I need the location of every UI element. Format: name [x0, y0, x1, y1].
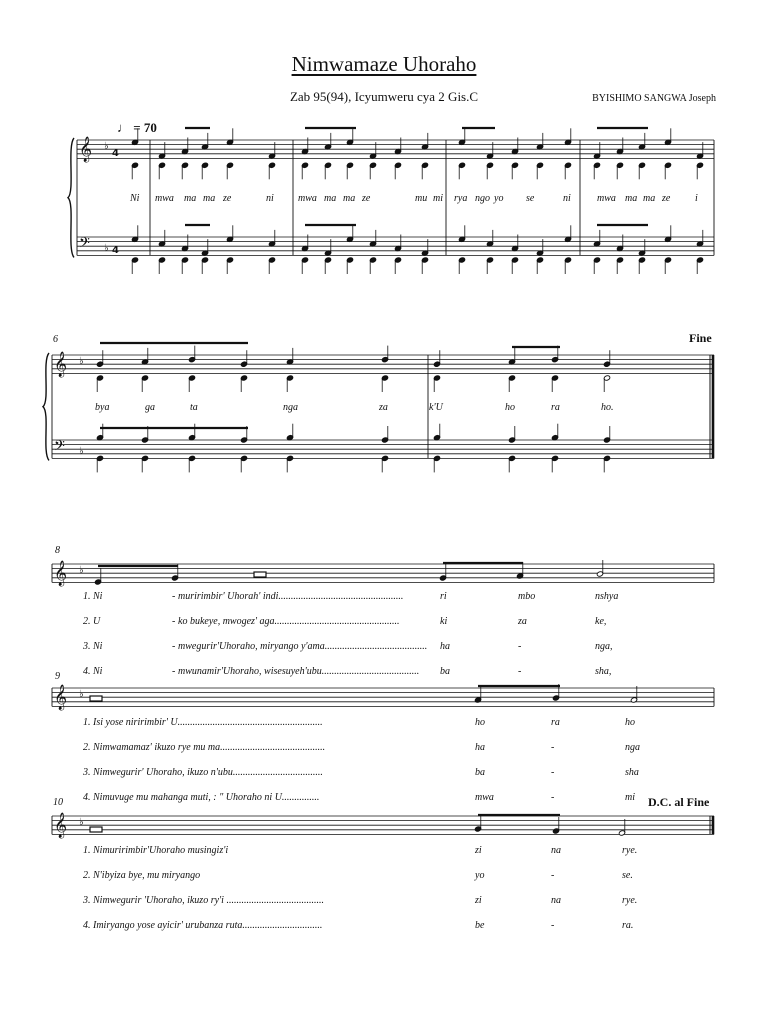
lyric-syllable: mu: [415, 193, 428, 204]
verse-syllable: -: [551, 920, 555, 931]
system-brace: [68, 138, 74, 257]
verse-syllable: yo: [475, 870, 485, 881]
dc-al-fine-mark: D.C. al Fine: [648, 795, 710, 809]
verse-line-start: 4. Nimuvuge mu mahanga muti, : " Uhoraho ni U...............: [83, 792, 320, 803]
verse-line-start: 2. Nimwamamaz' ikuzo rye mu ma..........................................: [83, 742, 326, 753]
verse-line-start: 2. U: [83, 616, 101, 627]
verse-syllable: mi: [625, 792, 635, 803]
lyric-syllable: ma: [184, 193, 197, 204]
breve-note: [90, 696, 102, 701]
system-brace: [43, 353, 49, 460]
time-signature: 4: [112, 148, 119, 159]
verse-syllable: ri: [440, 591, 447, 602]
composer-name: BYISHIMO SANGWA Joseph: [592, 93, 716, 104]
measure-number: 10: [53, 797, 63, 808]
lyric-syllable: ho.: [601, 402, 614, 413]
page-title: Nimwamaze Uhoraho: [291, 52, 477, 76]
verse-line-start: 1. Nimuririmbir'Uhoraho musingiz'i: [83, 845, 229, 856]
breve-note: [90, 827, 102, 832]
measure-number: 8: [55, 545, 60, 556]
verse-syllable: na: [551, 845, 561, 856]
lyric-syllable: ze: [662, 193, 671, 204]
lyric-syllable: mwa: [298, 193, 317, 204]
verse-line-start: 1. Isi yose niririmbir' U..........................................................: [83, 717, 323, 728]
verse-syllable: be: [475, 920, 485, 931]
verse-syllable: -: [551, 742, 555, 753]
lyric-syllable: ma: [324, 193, 337, 204]
lyric-syllable: se: [526, 193, 535, 204]
verse-syllable: za: [518, 616, 527, 627]
key-flat: ♭: [104, 141, 109, 153]
lyric-syllable: ma: [203, 193, 216, 204]
verse-syllable: nga: [625, 742, 640, 753]
lyric-syllable: za: [379, 402, 388, 413]
verse-syllable: zi: [475, 895, 482, 906]
verse-syllable: na: [551, 895, 561, 906]
page-subtitle: Zab 95(94), Icyumweru cya 2 Gis.C: [289, 89, 479, 104]
verse-syllable: ke,: [595, 616, 607, 627]
verse-syllable: ki: [440, 616, 448, 627]
lyric-syllable: mwa: [155, 193, 174, 204]
key-flat: ♭: [104, 242, 109, 254]
treble-clef: 𝄞: [79, 137, 93, 162]
lyric-syllable: mwa: [597, 193, 616, 204]
verse-syllable: ho: [475, 717, 485, 728]
key-flat: ♭: [79, 817, 84, 829]
verse-syllable: ha: [475, 742, 485, 753]
verse-syllable: -: [551, 870, 555, 881]
key-flat: ♭: [79, 356, 84, 368]
verse-syllable: -: [518, 666, 522, 677]
lyric-syllable: ma: [625, 193, 638, 204]
lyric-syllable: mi: [433, 193, 443, 204]
lyric-syllable: ma: [343, 193, 356, 204]
verse-line-text: mwegurir'Uhoraho, miryango y'ama.........................................: [178, 641, 428, 652]
lyric-syllable: Ni: [130, 193, 140, 204]
verse-syllable: nga,: [595, 641, 613, 652]
lyric-syllable: ze: [223, 193, 232, 204]
verse-line-start: 1. Ni: [83, 591, 103, 602]
verse-syllable: -: [518, 641, 522, 652]
measure-number: 9: [55, 671, 60, 682]
verse-line-start: 2. N'ibyiza bye, mu miryango: [83, 870, 201, 881]
bass-clef: 𝄢: [79, 235, 90, 255]
verse-line-start: 4. Ni: [83, 666, 103, 677]
verse-syllable: zi: [475, 845, 482, 856]
key-flat: ♭: [79, 445, 84, 457]
verse-syllable: sha: [625, 767, 639, 778]
verse-line-start: 3. Nimwegurir' Uhoraho, ikuzo n'ubu....................................: [83, 767, 323, 778]
verse-syllable: ra.: [622, 920, 634, 931]
verse-syllable: ba: [440, 666, 450, 677]
verse-syllable: ho: [625, 717, 635, 728]
verse-syllable: -: [551, 767, 555, 778]
verse-separator: -: [172, 641, 176, 652]
measure-number: 6: [53, 334, 58, 345]
lyric-syllable: ra: [551, 402, 560, 413]
lyric-syllable: ngo: [475, 193, 490, 204]
verse-line-start: 3. Ni: [83, 641, 103, 652]
lyric-syllable: k'U: [429, 402, 443, 413]
verse-syllable: mwa: [475, 792, 494, 803]
lyric-syllable: bya: [95, 402, 110, 413]
verse-line-start: 3. Nimwegurir 'Uhoraho, ikuzo ry'i .......................................: [83, 895, 324, 906]
time-signature: 4: [112, 245, 119, 256]
verse-line-text: muririmbir' Uhorah' indi..................................................: [178, 591, 404, 602]
treble-clef: 𝄞: [54, 813, 68, 838]
lyric-syllable: ta: [190, 402, 198, 413]
verse-syllable: -: [551, 792, 555, 803]
verse-line-text: ko bukeye, mwogez' aga..................................................: [178, 616, 400, 627]
verse-separator: -: [172, 666, 176, 677]
lyric-syllable: ze: [362, 193, 371, 204]
lyric-syllable: ga: [145, 402, 155, 413]
lyric-syllable: i: [695, 193, 698, 204]
verse-syllable: sha,: [595, 666, 612, 677]
verse-separator: -: [172, 616, 176, 627]
lyric-syllable: nga: [283, 402, 298, 413]
verse-syllable: ha: [440, 641, 450, 652]
treble-clef: 𝄞: [54, 685, 68, 710]
treble-clef: 𝄞: [54, 352, 68, 377]
lyric-syllable: ni: [266, 193, 274, 204]
verse-syllable: rye.: [622, 895, 638, 906]
treble-clef: 𝄞: [54, 561, 68, 586]
verse-separator: -: [172, 591, 176, 602]
verse-syllable: ra: [551, 717, 560, 728]
breve-note: [254, 572, 266, 577]
lyric-syllable: ni: [563, 193, 571, 204]
lyric-syllable: yo: [494, 193, 504, 204]
verse-syllable: mbo: [518, 591, 536, 602]
tempo-marking: ♩ = 70: [117, 120, 157, 135]
key-flat: ♭: [79, 689, 84, 701]
verse-line-start: 4. Imiryango yose ayicir' urubanza ruta................................: [83, 920, 323, 931]
verse-syllable: se.: [622, 870, 633, 881]
bass-clef: 𝄢: [54, 438, 65, 458]
fine-mark: Fine: [689, 331, 712, 345]
verse-syllable: ba: [475, 767, 485, 778]
lyric-syllable: ma: [643, 193, 656, 204]
verse-syllable: nshya: [595, 591, 619, 602]
lyric-syllable: rya: [454, 193, 468, 204]
key-flat: ♭: [79, 565, 84, 577]
verse-syllable: rye.: [622, 845, 638, 856]
lyric-syllable: ho: [505, 402, 515, 413]
verse-line-text: mwunamir'Uhoraho, wisesuyeh'ubu.......................................: [178, 666, 420, 677]
